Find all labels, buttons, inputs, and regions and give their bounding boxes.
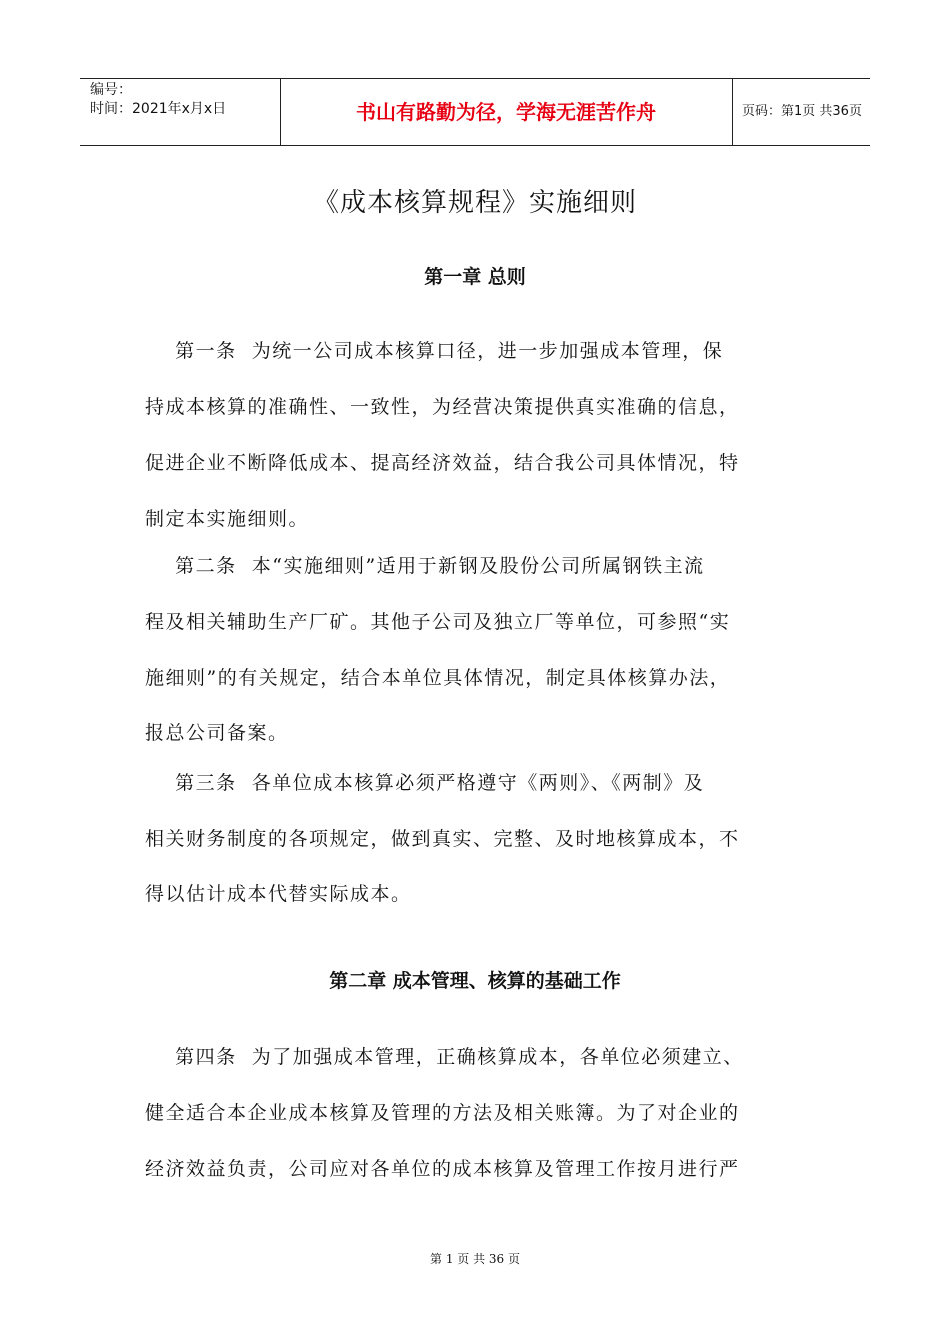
body-line: 健全适合本企业成本核算及管理的方法及相关账簿。为了对企业的 — [145, 1102, 740, 1124]
document-title: 《成本核算规程》实施细则 — [312, 188, 637, 218]
header-page-info: 页码：第1页 共36页 — [742, 104, 862, 119]
body-line: 报总公司备案。 — [145, 722, 289, 744]
body-line: 制定本实施细则。 — [145, 508, 310, 530]
body-line: 得以估计成本代替实际成本。 — [145, 883, 412, 905]
chapter-heading-2: 第二章 成本管理、核算的基础工作 — [329, 970, 621, 992]
chapter-heading-1: 第一章 总则 — [424, 266, 526, 288]
serial-label: 编号： — [90, 82, 132, 98]
document-header — [80, 78, 870, 146]
body-line: 第四条 为了加强成本管理，正确核算成本，各单位必须建立、 — [145, 1046, 744, 1068]
body-line: 第三条 各单位成本核算必须严格遵守《两则》、《两制》及 — [145, 772, 705, 794]
header-motto: 书山有路勤为径，学海无涯苦作舟 — [356, 100, 656, 124]
body-line: 经济效益负责，公司应对各单位的成本核算及管理工作按月进行严 — [145, 1158, 740, 1180]
page-footer: 第 1 页 共 36 页 — [430, 1252, 520, 1266]
body-line: 促进企业不断降低成本、提高经济效益，结合我公司具体情况，特 — [145, 452, 740, 474]
header-divider — [280, 79, 281, 145]
body-line: 程及相关辅助生产厂矿。其他子公司及独立厂等单位，可参照“实 — [145, 611, 731, 633]
body-line: 第一条 为统一公司成本核算口径，进一步加强成本管理，保 — [145, 340, 724, 362]
header-meta — [90, 81, 280, 119]
body-line: 第二条 本“实施细则”适用于新钢及股份公司所属钢铁主流 — [145, 555, 705, 577]
body-line: 施细则”的有关规定，结合本单位具体情况，制定具体核算办法， — [145, 667, 731, 689]
header-divider — [732, 79, 733, 145]
body-line: 持成本核算的准确性、一致性，为经营决策提供真实准确的信息， — [145, 396, 740, 418]
time-label: 时间：2021年x月x日 — [90, 101, 227, 117]
body-line: 相关财务制度的各项规定，做到真实、完整、及时地核算成本，不 — [145, 828, 740, 850]
